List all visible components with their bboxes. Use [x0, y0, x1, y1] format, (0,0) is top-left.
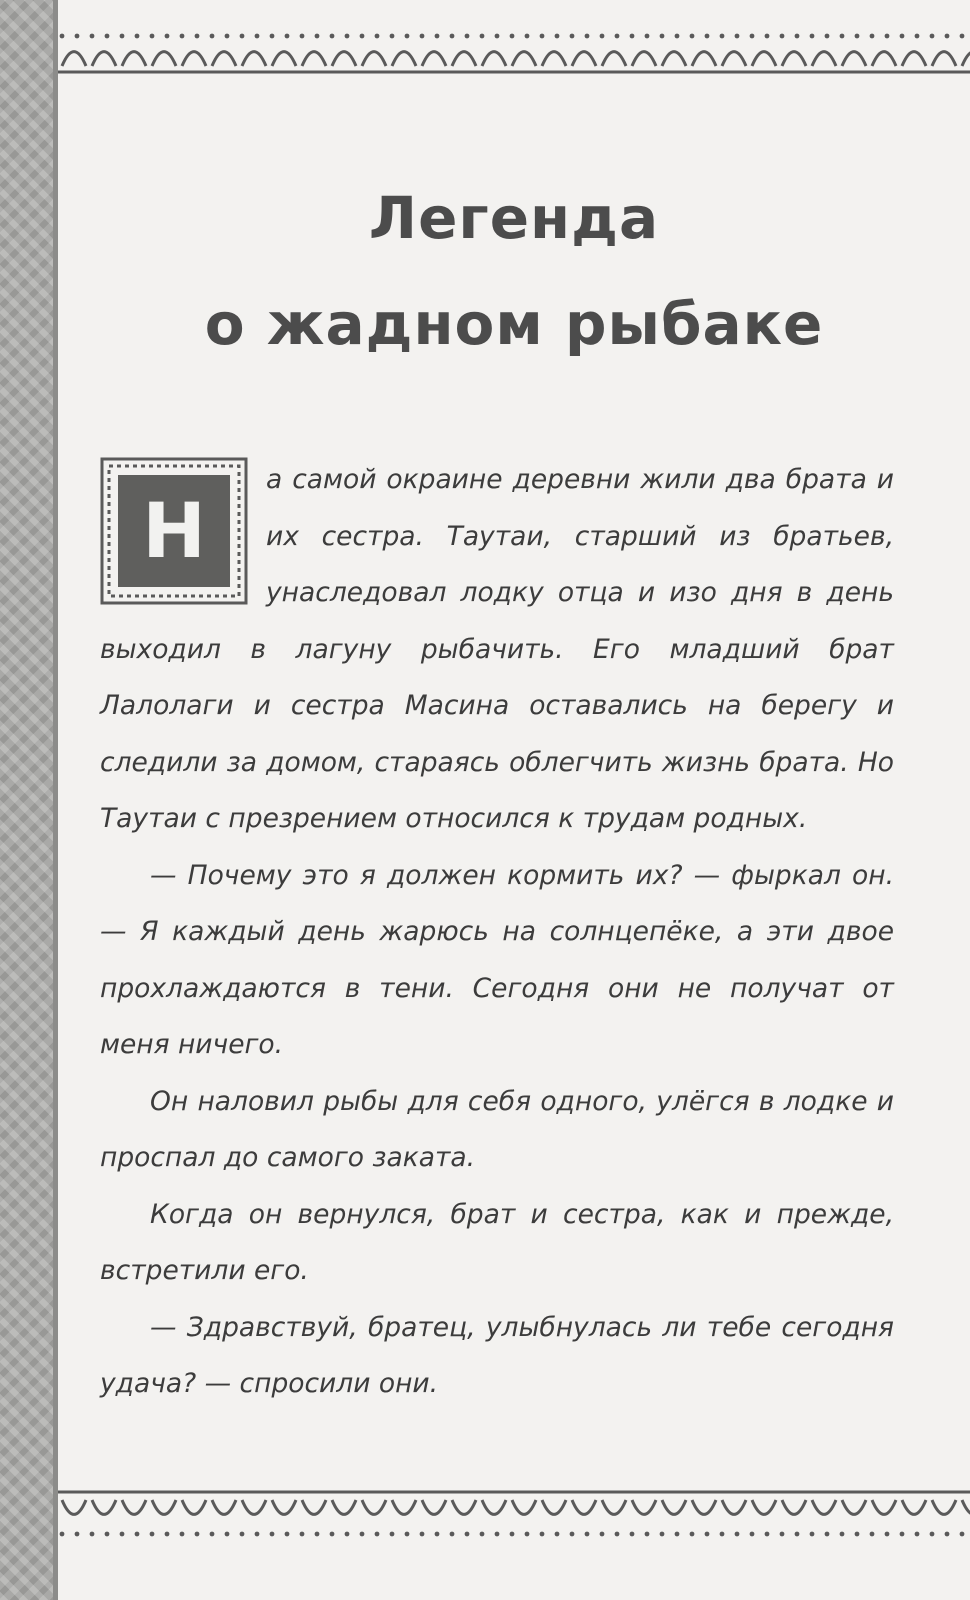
ornament-arch — [452, 52, 476, 66]
ornament-dot — [930, 1532, 935, 1537]
ornament-dot — [270, 34, 275, 39]
top-ornament-border — [58, 14, 970, 84]
ornament-arch — [632, 1500, 656, 1514]
ornament-dot — [300, 34, 305, 39]
paragraph-3: Он наловил рыбы для себя одного, улёгся в лодке и проспал до самого заката. — [100, 1085, 894, 1173]
ornament-dot — [630, 1532, 635, 1537]
ornament-dot — [390, 34, 395, 39]
ornament-dot — [375, 34, 380, 39]
bottom-ornament-border — [58, 1484, 970, 1554]
ornament-dot — [195, 34, 200, 39]
ornament-arch — [782, 1500, 806, 1514]
ornament-arch — [602, 52, 626, 66]
ornament-dot — [750, 1532, 755, 1537]
ornament-arch — [92, 52, 116, 66]
ornament-dot — [150, 34, 155, 39]
ornament-arch — [752, 52, 776, 66]
ornament-arch — [542, 1500, 566, 1514]
ornament-dot — [180, 1532, 185, 1537]
ornament-dot — [435, 1532, 440, 1537]
ornament-arch — [902, 1500, 926, 1514]
ornament-dot — [900, 1532, 905, 1537]
ornament-dot — [840, 1532, 845, 1537]
ornament-dot — [330, 1532, 335, 1537]
ornament-arch — [62, 52, 86, 66]
ornament-dot — [600, 1532, 605, 1537]
ornament-arch — [362, 1500, 386, 1514]
ornament-dot — [945, 1532, 950, 1537]
ornament-dot — [960, 1532, 965, 1537]
ornament-dot — [615, 34, 620, 39]
ornament-dot — [660, 34, 665, 39]
ornament-dot — [840, 34, 845, 39]
ornament-dot — [705, 1532, 710, 1537]
ornament-dot — [675, 1532, 680, 1537]
ornament-dot — [900, 34, 905, 39]
ornament-dot — [510, 1532, 515, 1537]
ornament-arch — [542, 52, 566, 66]
ornament-arch — [272, 52, 296, 66]
ornament-dot — [795, 1532, 800, 1537]
ornament-dot — [705, 34, 710, 39]
ornament-dot — [600, 34, 605, 39]
ornament-dot — [495, 34, 500, 39]
ornament-arch — [422, 52, 446, 66]
ornament-dot — [585, 1532, 590, 1537]
ornament-arch — [842, 52, 866, 66]
ornament-dot — [90, 1532, 95, 1537]
ornament-dot — [630, 34, 635, 39]
ornament-dot — [435, 34, 440, 39]
dropcap-letter: Н — [142, 486, 206, 575]
ornament-dot — [120, 34, 125, 39]
ornament-dot — [585, 34, 590, 39]
ornament-dot — [135, 34, 140, 39]
ornament-dot — [960, 34, 965, 39]
ornament-arch — [512, 52, 536, 66]
ornament-dot — [810, 34, 815, 39]
ornament-dot — [765, 34, 770, 39]
ornament-arch — [482, 1500, 506, 1514]
ornament-arch — [632, 52, 656, 66]
ornament-arch — [122, 52, 146, 66]
ornament-dot — [120, 1532, 125, 1537]
ornament-arch — [152, 1500, 176, 1514]
paragraph-1: а самой окраине деревни жили два брата и их сестра. Таутаи, старший из братьев, унаследовал лодку отца и изо дня в день выходил в лагуну рыбачить. Его младший брат Лалолаги и сестра Масина оставались на берегу и следили за домом, стараясь облегчить жизнь брата. Но Таутаи с презрением относился к трудам родных. — [100, 464, 894, 834]
ornament-arch — [812, 52, 836, 66]
ornament-arch — [242, 1500, 266, 1514]
ornament-arch — [182, 52, 206, 66]
ornament-arch — [752, 1500, 776, 1514]
ornament-dot — [540, 34, 545, 39]
ornament-dot — [795, 34, 800, 39]
ornament-arch — [422, 1500, 446, 1514]
ornament-dot — [690, 34, 695, 39]
ornament-dot — [240, 1532, 245, 1537]
ornament-arch — [92, 1500, 116, 1514]
ornament-dot — [165, 34, 170, 39]
ornament-dot — [285, 1532, 290, 1537]
ornament-dot — [555, 34, 560, 39]
ornament-dot — [450, 1532, 455, 1537]
ornament-arch — [602, 1500, 626, 1514]
ornament-dot — [375, 1532, 380, 1537]
ornament-dot — [345, 1532, 350, 1537]
ornament-dot — [405, 1532, 410, 1537]
chapter-title — [58, 165, 970, 377]
ornament-dot — [555, 1532, 560, 1537]
ornament-dot — [420, 1532, 425, 1537]
ornament-dot — [180, 34, 185, 39]
ornament-dot — [300, 1532, 305, 1537]
ornament-arch — [332, 52, 356, 66]
ornament-arch — [212, 52, 236, 66]
ornament-dot — [75, 1532, 80, 1537]
ornament-dot — [330, 34, 335, 39]
ornament-arch — [182, 1500, 206, 1514]
ornament-dot — [885, 34, 890, 39]
ornament-arch — [272, 1500, 296, 1514]
ornament-arch — [692, 1500, 716, 1514]
ornament-dot — [945, 34, 950, 39]
ornament-dot — [315, 34, 320, 39]
ornament-dot — [405, 34, 410, 39]
ornament-arch — [932, 52, 956, 66]
title-line-1: Легенда — [368, 184, 660, 252]
ornament-arch — [212, 1500, 236, 1514]
ornament-dot — [750, 34, 755, 39]
ornament-dot — [480, 34, 485, 39]
ornament-arch — [722, 52, 746, 66]
book-page — [58, 0, 970, 1600]
ornament-dot — [765, 1532, 770, 1537]
ornament-arch — [392, 52, 416, 66]
ornament-dot — [525, 1532, 530, 1537]
ornament-dot — [240, 34, 245, 39]
ornament-arch — [362, 52, 386, 66]
ornament-dot — [870, 34, 875, 39]
ornament-arch — [572, 1500, 596, 1514]
side-pattern-strip — [0, 0, 58, 1600]
ornament-dot — [420, 34, 425, 39]
ornament-dot — [660, 1532, 665, 1537]
ornament-dot — [690, 1532, 695, 1537]
ornament-dot — [855, 1532, 860, 1537]
ornament-arch — [962, 1500, 970, 1514]
ornament-arch — [812, 1500, 836, 1514]
ornament-dot — [810, 1532, 815, 1537]
ornament-dot — [615, 1532, 620, 1537]
ornament-arch — [662, 52, 686, 66]
ornament-arch — [242, 52, 266, 66]
ornament-arch — [482, 52, 506, 66]
ornament-arch — [692, 52, 716, 66]
ornament-dot — [360, 34, 365, 39]
ornament-dot — [450, 34, 455, 39]
ornament-dot — [360, 1532, 365, 1537]
ornament-arch — [302, 52, 326, 66]
ornament-dot — [270, 1532, 275, 1537]
ornament-arch — [872, 52, 896, 66]
ornament-arch — [452, 1500, 476, 1514]
ornament-dot — [525, 34, 530, 39]
ornament-arch — [962, 52, 970, 66]
ornament-dot — [390, 1532, 395, 1537]
ornament-dot — [465, 1532, 470, 1537]
ornament-dot — [825, 1532, 830, 1537]
ornament-arch — [722, 1500, 746, 1514]
ornament-dot — [780, 34, 785, 39]
ornament-dot — [735, 1532, 740, 1537]
ornament-dot — [255, 34, 260, 39]
ornament-arch — [302, 1500, 326, 1514]
ornament-arch — [872, 1500, 896, 1514]
ornament-dot — [480, 1532, 485, 1537]
ornament-dot — [915, 34, 920, 39]
ornament-dot — [255, 1532, 260, 1537]
ornament-dot — [735, 34, 740, 39]
ornament-dot — [225, 1532, 230, 1537]
ornament-arch — [152, 52, 176, 66]
ornament-arch — [782, 52, 806, 66]
ornament-arch — [332, 1500, 356, 1514]
ornament-dot — [210, 34, 215, 39]
ornament-dot — [675, 34, 680, 39]
ornament-dot — [540, 1532, 545, 1537]
ornament-dot — [105, 34, 110, 39]
ornament-dot — [315, 1532, 320, 1537]
ornament-dot — [150, 1532, 155, 1537]
ornament-dot — [210, 1532, 215, 1537]
ornament-dot — [885, 1532, 890, 1537]
ornament-arch — [902, 52, 926, 66]
ornament-dot — [90, 34, 95, 39]
ornament-dot — [930, 34, 935, 39]
ornament-dot — [495, 1532, 500, 1537]
ornament-dot — [465, 34, 470, 39]
ornament-dot — [60, 1532, 65, 1537]
ornament-dot — [915, 1532, 920, 1537]
paragraph-4: Когда он вернулся, брат и сестра, как и прежде, встретили его. — [100, 1198, 894, 1286]
ornament-dot — [645, 1532, 650, 1537]
paragraph-2: — Почему это я должен кормить их? — фыркал он. — Я каждый день жарюсь на солнцепёке, а эти двое прохлаждаются в тени. Сегодня они не получат от меня ничего. — [100, 859, 894, 1060]
ornament-dot — [855, 34, 860, 39]
ornament-dot — [60, 34, 65, 39]
ornament-dot — [570, 1532, 575, 1537]
ornament-dot — [165, 1532, 170, 1537]
ornament-dot — [720, 34, 725, 39]
ornament-arch — [932, 1500, 956, 1514]
ornament-arch — [122, 1500, 146, 1514]
ornament-dot — [645, 34, 650, 39]
ornament-dot — [780, 1532, 785, 1537]
ornament-dot — [825, 34, 830, 39]
ornament-arch — [662, 1500, 686, 1514]
title-line-2: о жадном рыбаке — [204, 290, 824, 358]
ornament-arch — [392, 1500, 416, 1514]
ornament-dot — [105, 1532, 110, 1537]
ornament-arch — [512, 1500, 536, 1514]
ornament-dot — [75, 34, 80, 39]
ornament-dot — [285, 34, 290, 39]
ornament-dot — [345, 34, 350, 39]
ornament-arch — [62, 1500, 86, 1514]
ornament-dot — [720, 1532, 725, 1537]
ornament-dot — [225, 34, 230, 39]
ornament-dot — [510, 34, 515, 39]
paragraph-5: — Здравствуй, братец, улыбнулась ли тебе сегодня удача? — спросили они. — [100, 1311, 894, 1399]
story-text — [100, 452, 894, 1413]
dropcap-box — [100, 457, 248, 605]
ornament-dot — [570, 34, 575, 39]
ornament-dot — [870, 1532, 875, 1537]
ornament-arch — [842, 1500, 866, 1514]
ornament-arch — [572, 52, 596, 66]
ornament-dot — [195, 1532, 200, 1537]
ornament-dot — [135, 1532, 140, 1537]
